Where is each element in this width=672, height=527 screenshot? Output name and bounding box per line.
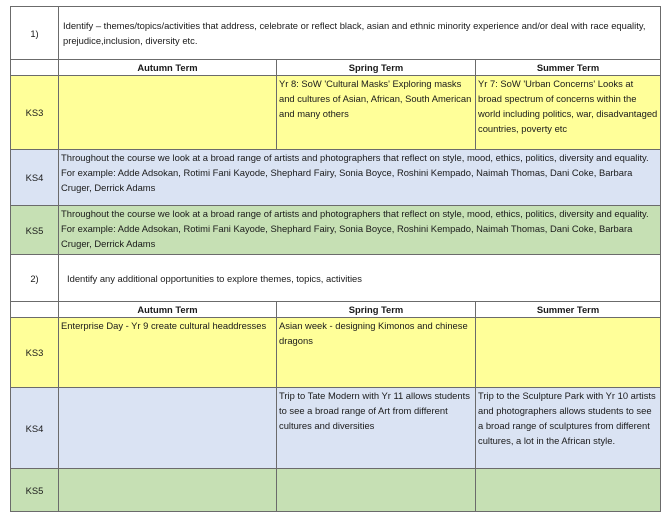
- section1-ks4-label: KS4: [11, 150, 59, 206]
- section1-prompt: Identify – themes/topics/activities that address, celebrate or reflect black, asian and ethnic minority experience and/or deal with race equality, prejudice,inclusion, diversity etc.: [59, 7, 661, 60]
- section2-header-autumn: Autumn Term: [59, 302, 277, 318]
- section2-ks5-spring: [277, 469, 476, 512]
- section2-ks5-summer: [476, 469, 661, 512]
- section2-ks3-label: KS3: [11, 318, 59, 388]
- section1-ks3-autumn: [59, 76, 277, 150]
- section2-ks3-autumn: Enterprise Day - Yr 9 create cultural headdresses: [59, 318, 277, 388]
- section2-header-blank: [11, 302, 59, 318]
- section2-header-row: [11, 302, 661, 318]
- section2-ks3-spring: Asian week - designing Kimonos and chinese dragons: [277, 318, 476, 388]
- section2-ks4-spring: Trip to Tate Modern with Yr 11 allows students to see a broad range of Art from different cultures and diversities: [277, 388, 476, 469]
- section1-ks3-summer: Yr 7: SoW 'Urban Concerns' Looks at broad spectrum of concerns within the world including politics, war, disadvantaged countries, poverty etc: [476, 76, 661, 150]
- section2-ks5-autumn: [59, 469, 277, 512]
- section1-prompt-row: [11, 7, 661, 60]
- section2-prompt-row: [11, 255, 661, 302]
- section2-ks5-row: [11, 469, 661, 512]
- section2-header-summer: Summer Term: [476, 302, 661, 318]
- section1-ks4-content: Throughout the course we look at a broad range of artists and photographers that reflect on style, mood, ethics, politics, diversity and equality. For example: Adde Adsokan, Rotimi Fani Kayode, Shephard Fairy, Sonia Boyce, Roshini Kempado, Naimah Thomas, Dani Coke, Barbara Cruger, Derrick Adams: [59, 150, 661, 206]
- section1-ks3-label: KS3: [11, 76, 59, 150]
- section1-header-summer: Summer Term: [476, 60, 661, 76]
- section2-ks4-autumn: [59, 388, 277, 469]
- section1-ks4-row: [11, 150, 661, 206]
- section1-ks3-spring: Yr 8: SoW 'Cultural Masks' Exploring masks and cultures of Asian, African, South American and many others: [277, 76, 476, 150]
- section1-ks5-label: KS5: [11, 206, 59, 255]
- planning-table: [10, 6, 661, 512]
- section1-header-row: [11, 60, 661, 76]
- section2-ks3-row: [11, 318, 661, 388]
- section2-ks4-label: KS4: [11, 388, 59, 469]
- section1-header-autumn: Autumn Term: [59, 60, 277, 76]
- section2-ks3-summer: [476, 318, 661, 388]
- section2-ks4-row: [11, 388, 661, 469]
- section2-header-spring: Spring Term: [277, 302, 476, 318]
- section2-prompt: Identify any additional opportunities to explore themes, topics, activities: [59, 255, 661, 302]
- section2-number: 2): [11, 255, 59, 302]
- section1-header-blank: [11, 60, 59, 76]
- section2-ks5-label: KS5: [11, 469, 59, 512]
- section1-ks5-row: [11, 206, 661, 255]
- section1-header-spring: Spring Term: [277, 60, 476, 76]
- section1-ks5-content: Throughout the course we look at a broad range of artists and photographers that reflect on style, mood, ethics, politics, diversity and equality. For example: Adde Adsokan, Rotimi Fani Kayode, Shephard Fairy, Sonia Boyce, Roshini Kempado, Naimah Thomas, Dani Coke, Barbara Cruger, Derrick Adams: [59, 206, 661, 255]
- section2-ks4-summer: Trip to the Sculpture Park with Yr 10 artists and photographers allows students to see a broad range of sculptures from different cultures, a lot in the African style.: [476, 388, 661, 469]
- section1-number: 1): [11, 7, 59, 60]
- section1-ks3-row: [11, 76, 661, 150]
